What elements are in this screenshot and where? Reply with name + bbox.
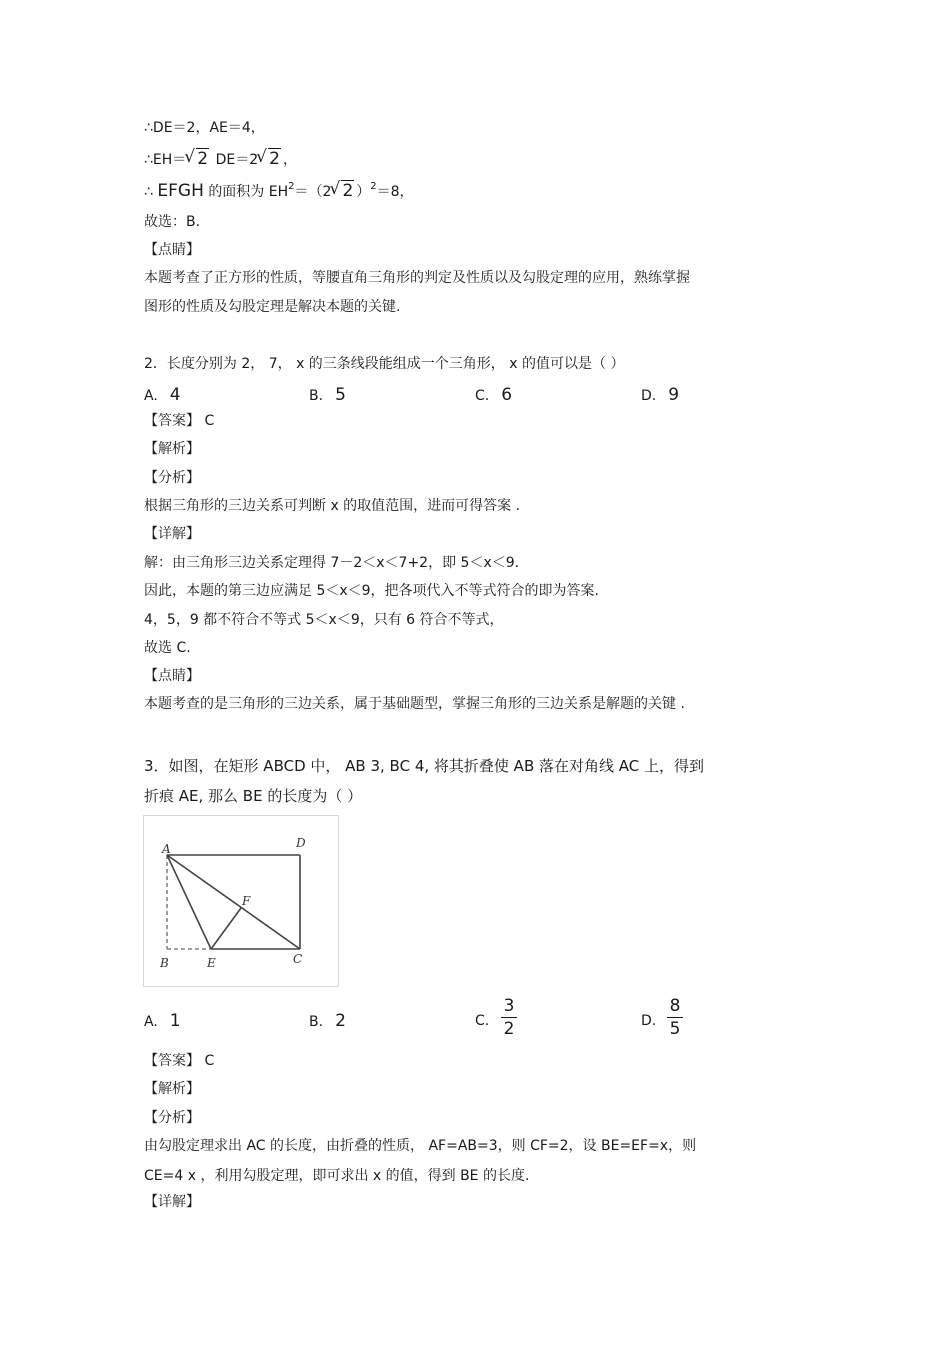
option-value: 2 <box>335 1011 346 1031</box>
q2-option-a[interactable] <box>144 385 181 406</box>
rectangle-fold-figure <box>143 815 339 987</box>
q3-option-c-fraction[interactable] <box>501 997 517 1038</box>
q3-option-b[interactable] <box>309 1011 346 1032</box>
sqrt-symbol <box>258 149 281 170</box>
q1-choose: 故选：B. <box>144 214 201 230</box>
q2-option-b[interactable] <box>309 385 346 406</box>
q1-area-therefore: ∴ <box>144 184 153 200</box>
q1-line-area <box>144 181 414 202</box>
q2-detail-1: 解：由三角形三边关系定理得 7－2＜x＜7+2，即 5＜x＜9． <box>144 555 529 571</box>
option-label: B. <box>309 1014 324 1030</box>
sqrt-symbol <box>186 149 209 170</box>
label-d: D <box>296 836 306 850</box>
q1-area-text: 的面积为 EH <box>208 184 289 200</box>
q2-stem: 2．长度分别为 2， 7， x 的三条线段能组成一个三角形， x 的值可以是（ ） <box>144 356 625 372</box>
option-label: C. <box>475 388 490 404</box>
q1-area-sup: 2 <box>288 181 295 192</box>
q1-efgh: EFGH <box>157 181 204 201</box>
q2-jiexi-heading: 【解析】 <box>144 441 200 457</box>
q1-area-close: ） <box>356 184 371 200</box>
q1-eh-radicand-2: 2 <box>269 149 280 169</box>
option-label: D. <box>641 388 657 404</box>
q3-option-c-label[interactable]: C. <box>475 1013 490 1029</box>
q2-detail-3: 4，5，9 都不符合不等式 5＜x＜9，只有 6 符合不等式， <box>144 612 504 628</box>
q2-fenxi-heading: 【分析】 <box>144 470 200 486</box>
q2-xiangjie-heading: 【详解】 <box>144 526 200 542</box>
q3-xiangjie-heading: 【详解】 <box>144 1194 200 1210</box>
q3-fenxi-heading: 【分析】 <box>144 1110 200 1126</box>
q3-jiexi-heading: 【解析】 <box>144 1081 200 1097</box>
option-label: B. <box>309 388 324 404</box>
fraction-denominator: 5 <box>669 1019 681 1039</box>
q1-area-sup-2: 2 <box>370 181 377 192</box>
q1-eh-mid: DE＝2 <box>215 152 259 168</box>
fraction-numerator: 8 <box>669 996 681 1016</box>
q3-option-a[interactable] <box>144 1011 181 1032</box>
q2-detail-2: 因此，本题的第三边应满足 5＜x＜9，把各项代入不等式符合的即为答案. <box>144 583 599 599</box>
q2-detail-4: 故选 C. <box>144 640 191 656</box>
q3-option-d-label[interactable]: D. <box>641 1013 657 1029</box>
option-value: 6 <box>501 385 513 405</box>
label-b: B <box>160 956 169 970</box>
q3-stem-2: 折痕 AE, 那么 BE 的长度为（ ） <box>144 787 363 805</box>
fraction-bar <box>501 1017 517 1018</box>
q1-summary-2: 图形的性质及勾股定理是解决本题的关键. <box>144 299 401 315</box>
segment-ef <box>211 908 241 949</box>
q1-line-de-ae: ∴DE＝2，AE＝4， <box>144 120 265 136</box>
q2-answer: 【答案】 C <box>144 413 215 429</box>
q1-eh-prefix: ∴EH＝ <box>144 152 187 168</box>
fraction-denominator: 2 <box>503 1019 515 1039</box>
fraction-bar <box>667 1017 683 1018</box>
q3-stem-1: 3．如图，在矩形 ABCD 中， AB 3, BC 4, 将其折叠使 AB 落在对角线 AC 上，得到 <box>144 757 705 775</box>
label-f: F <box>242 894 251 908</box>
crease-ae <box>167 855 211 949</box>
option-label: A. <box>144 388 158 404</box>
fraction-numerator: 3 <box>503 996 515 1016</box>
q2-fenxi-text: 根据三角形的三边关系可判断 x 的取值范围，进而可得答案 . <box>144 498 521 514</box>
label-a: A <box>162 842 171 856</box>
q3-fenxi-text-1: 由勾股定理求出 AC 的长度，由折叠的性质， AF=AB=3，则 CF=2，设 BE=EF=x，则 <box>144 1138 697 1154</box>
q3-answer: 【答案】 C <box>144 1053 215 1069</box>
option-label: A. <box>144 1014 158 1030</box>
q1-eh-radicand: 2 <box>197 149 209 169</box>
q2-option-c[interactable] <box>475 385 512 406</box>
q2-summary: 本题考查的是三角形的三边关系，属于基础题型，掌握三角形的三边关系是解题的关键 . <box>144 696 685 712</box>
figure-frame <box>144 816 339 987</box>
q1-line-eh <box>144 149 297 170</box>
option-value: 5 <box>335 385 346 405</box>
option-value: 9 <box>668 385 680 405</box>
q1-eh-end: ， <box>282 152 297 168</box>
q2-option-d[interactable] <box>641 385 679 406</box>
q1-dianjing-heading: 【点睛】 <box>144 242 200 258</box>
q2-dianjing-heading: 【点睛】 <box>144 668 200 684</box>
option-value: 1 <box>169 1011 181 1031</box>
q1-area-radicand: 2 <box>342 181 354 201</box>
q1-area-end: ＝8， <box>376 184 414 200</box>
q1-summary-1: 本题考查了正方形的性质，等腰直角三角形的判定及性质以及勾股定理的应用，熟练掌握 <box>144 270 690 286</box>
option-value: 4 <box>169 385 181 405</box>
q3-option-d-fraction[interactable] <box>667 997 683 1038</box>
label-c: C <box>293 952 303 966</box>
q1-area-eq: ＝（2 <box>294 184 332 200</box>
q3-fenxi-text-2: CE=4 x ，利用勾股定理，即可求出 x 的值，得到 BE 的长度. <box>144 1168 530 1184</box>
sqrt-symbol <box>331 181 354 202</box>
label-e: E <box>207 956 216 970</box>
diagonal-ac <box>167 855 300 949</box>
